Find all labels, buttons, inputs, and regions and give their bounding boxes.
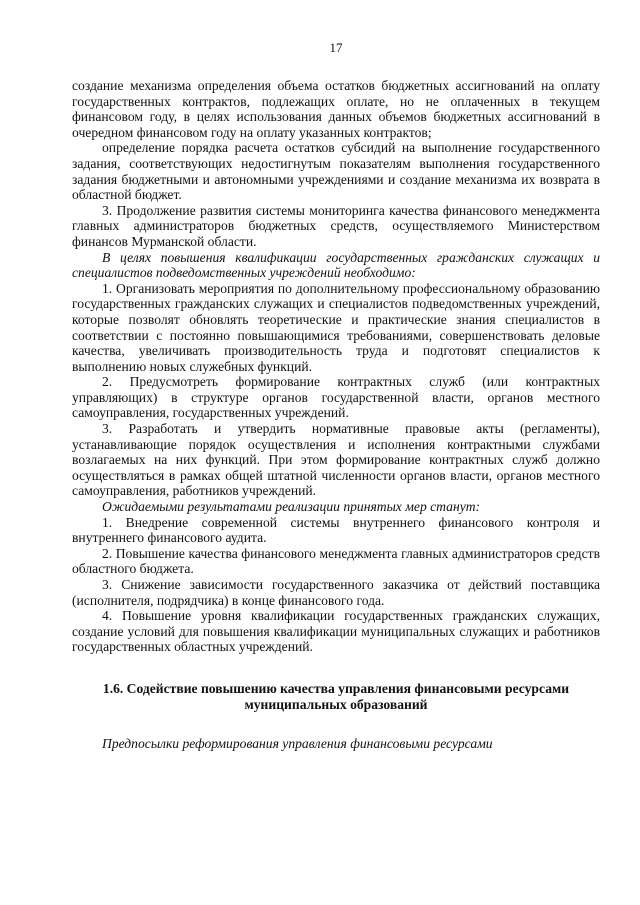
paragraph-contract-services: 2. Предусмотреть формирование контрактных служб (или контрактных управляющих) в структуре органов государственной власти, органов местного самоуправления, государственных учреждений.: [72, 374, 600, 421]
paragraph-prerequisites: Предпосылки реформирования управления финансовыми ресурсами: [102, 735, 493, 751]
paragraph-regulations: 3. Разработать и утвердить нормативные правовые акты (регламенты), устанавливающие порядок осуществления и исполнения контрактными службами возлагаемых на них функций. При этом формирование контрактных служб должно осуществляться в рамках общей штатной численности органов власти, органов местного самоуправления, работников учреждений.: [72, 421, 600, 499]
paragraph-result-2: 2. Повышение качества финансового менеджмента главных администраторов средств областного бюджета.: [72, 545, 600, 577]
paragraph-education: 1. Организовать мероприятия по дополнительному профессиональному образованию государственных гражданских служащих и специалистов подведомственных учреждений, которые позволят обновлять теоретические и практические знания специалистов в соответствии с постоянно повышающимися требованиями, совершенствовать деловые качества, увеличивать производительность труда и подготовят специалистов к выполнению новых служебных функций.: [72, 280, 600, 374]
page-number: 17: [329, 40, 343, 55]
paragraph-result-3: 3. Снижение зависимости государственного заказчика от действий поставщика (исполнителя, подрядчика) в конце финансового года.: [72, 577, 600, 608]
paragraph-monitoring: 3. Продолжение развития системы мониторинга качества финансового менеджмента главных администраторов бюджетных средств, осуществляемого Министерством финансов Мурманской области.: [72, 202, 600, 249]
paragraph-budget-allocations: создание механизма определения объема остатков бюджетных ассигнований на оплату государственных контрактов, подлежащих оплате, но не оплаченных в текущем финансовом году, в целях использования данных объемов бюджетных ассигнований в очередном финансовом году на оплату указанных контрактов;: [72, 78, 600, 140]
paragraph-subsidy-balances: определение порядка расчета остатков субсидий на выполнение государственного задания, соответствующих недостигнутым показателям выполнения государственного задания бюджетными и автономными учреждениями и создание механизма их возврата в областной бюджет.: [72, 140, 600, 203]
paragraph-expected-results: Ожидаемыми результатами реализации принятых мер станут:: [102, 499, 481, 515]
paragraph-qualification-intro: В целях повышения квалификации государственных гражданских служащих и специалистов подведомственных учреждений необходимо:: [72, 249, 600, 281]
section-heading: 1.6. Содействие повышению качества управления финансовыми ресурсами муниципальных образований: [102, 680, 570, 713]
paragraph-result-4: 4. Повышение уровня квалификации государственных гражданских служащих, создание условий для повышения квалификации муниципальных служащих и работников государственных областных учреждений.: [72, 608, 600, 655]
paragraph-result-1: 1. Внедрение современной системы внутреннего финансового контроля и внутреннего финансового аудита.: [72, 514, 600, 546]
